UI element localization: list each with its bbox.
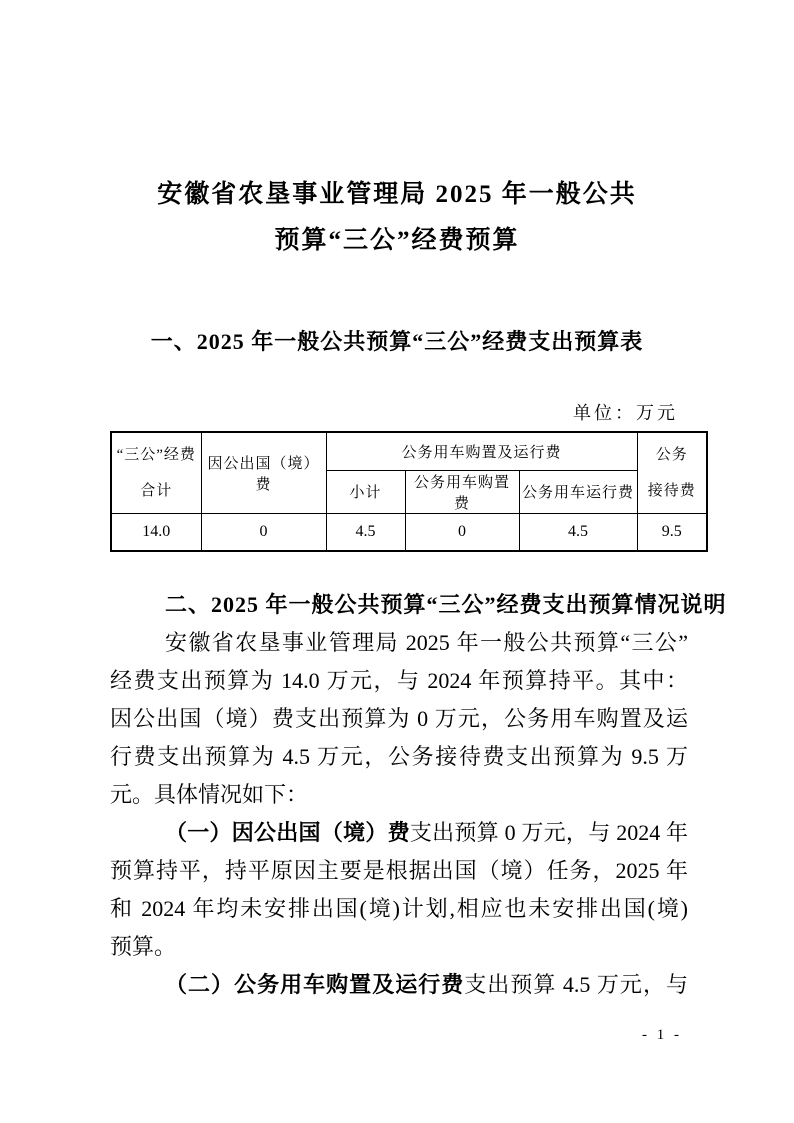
value-vehicle-subtotal: 4.5 [326,513,405,551]
document-title-line-1: 安徽省农垦事业管理局 2025 年一般公共 [157,181,637,208]
item2-lead: （二）公务用车购置及运行费 [165,972,465,997]
header-reception-fee [637,432,707,513]
header-sangong-total [111,432,201,513]
document-title-line-2: 预算“三公”经费预算 [274,227,520,254]
value-sangong-total: 14.0 [111,513,201,551]
table-data-row [111,513,707,551]
value-vehicle-purchase: 0 [405,513,519,551]
header-vehicle-operation: 公务用车运行费 [519,470,637,513]
header-sangong-total-line-2: 合计 [140,482,173,499]
item1-line-1-rest: 支出预算 0 万元，与 2024 年 [409,820,688,845]
section1-heading: 一、2025 年一般公共预算“三公”经费支出预算表 [150,329,644,354]
item1-line-1 [110,814,688,852]
para1-line-5: 元。具体情况如下： [110,782,309,807]
item2-line-1 [110,966,688,1004]
page-number: - 1 - [642,1027,682,1043]
document-title [0,172,794,264]
budget-table [110,431,708,552]
section2-heading: 二、2025 年一般公共预算“三公”经费支出预算情况说明 [165,592,727,617]
header-vehicle-purchase: 公务用车购置费 [405,470,519,513]
item2-line-1-rest: 支出预算 4.5 万元，与 [464,972,688,997]
unit-label: 单位：万元 [573,403,678,423]
header-vehicle-group: 公务用车购置及运行费 [326,432,637,470]
para1-line-2: 经费支出预算为 14.0 万元，与 2024 年预算持平。其中： [110,668,688,693]
header-reception-line-2: 接待费 [647,482,696,499]
item1-lead: （一）因公出国（境）费 [165,820,410,845]
value-vehicle-operation: 4.5 [519,513,637,551]
section2-body [110,586,727,1004]
para1-line-4: 行费支出预算为 4.5 万元，公务接待费支出预算为 9.5 万 [110,744,688,769]
table-header-row-1 [111,432,707,470]
header-sangong-total-line-1: “三公”经费 [116,446,196,463]
value-reception-fee: 9.5 [637,513,707,551]
para1-line-3: 因公出国（境）费支出预算为 0 万元，公务用车购置及运 [110,706,688,731]
item1-line-3: 和 2024 年均未安排出国(境)计划,相应也未安排出国(境) [110,896,688,921]
value-abroad-fee: 0 [201,513,326,551]
item1-line-4: 预算。 [110,934,177,959]
header-reception-line-1: 公务 [655,446,688,463]
header-vehicle-subtotal: 小计 [326,470,405,513]
para1-line-1: 安徽省农垦事业管理局 2025 年一般公共预算“三公” [165,630,688,655]
item1-line-2: 预算持平，持平原因主要是根据出国（境）任务，2025 年 [110,858,688,883]
header-abroad-fee: 因公出国（境）费 [201,432,326,513]
